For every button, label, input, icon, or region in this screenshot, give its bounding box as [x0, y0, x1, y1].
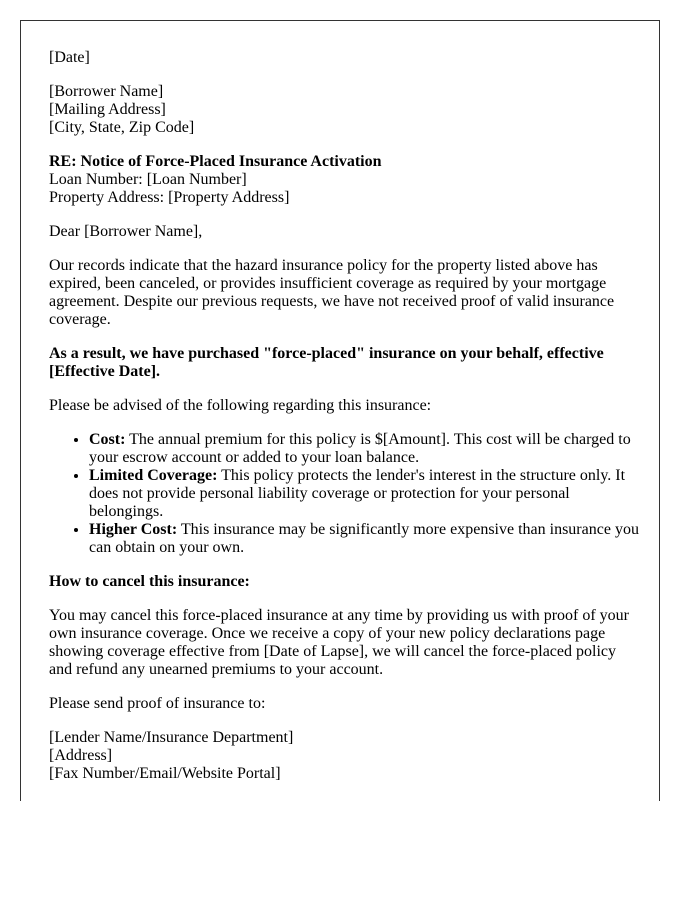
bullet-text: This policy protects the lender's interest in the structure only. It does not provide personal liability coverage or protection for your personal belongings. — [89, 467, 626, 520]
lender-address: [Address] — [49, 747, 113, 764]
advisory-intro: Please be advised of the following regarding this insurance: — [49, 397, 432, 414]
cancel-paragraph: You may cancel this force-placed insurance at any time by providing us with proof of your own insurance coverage. Once we receive a copy of your new policy declarations page showing coverage effective from [Date of Lapse], we will cancel the force-placed policy and refund any unearned premiums to your account. — [49, 607, 629, 678]
recipient-city-state-zip: [City, State, Zip Code] — [49, 119, 195, 136]
re-line: RE: Notice of Force-Placed Insurance Activation — [49, 153, 382, 170]
lender-contact-block — [49, 729, 639, 783]
lender-contact: [Fax Number/Email/Website Portal] — [49, 765, 281, 782]
recipient-mailing-address: [Mailing Address] — [49, 101, 166, 118]
list-item-higher-cost — [89, 521, 639, 557]
bullet-text: The annual premium for this policy is $[Amount]. This cost will be charged to your escrow account or added to your loan balance. — [89, 431, 631, 466]
bullet-label: Cost: — [89, 431, 126, 448]
cancel-heading — [49, 573, 639, 591]
send-proof-intro: Please send proof of insurance to: — [49, 695, 266, 712]
salutation: Dear [Borrower Name], — [49, 223, 203, 240]
letter-date: [Date] — [49, 49, 90, 66]
notice-text: As a result, we have purchased "force-placed" insurance on your behalf, effective [Effective Date]. — [49, 345, 604, 380]
bullet-label: Limited Coverage: — [89, 467, 218, 484]
cancel-heading-text: How to cancel this insurance: — [49, 573, 250, 590]
recipient-block — [49, 83, 639, 137]
loan-number: Loan Number: [Loan Number] — [49, 171, 247, 188]
lender-name: [Lender Name/Insurance Department] — [49, 729, 294, 746]
list-item-limited-coverage — [89, 467, 639, 521]
terms-list — [49, 431, 639, 557]
subject-block — [49, 153, 639, 207]
property-address: Property Address: [Property Address] — [49, 189, 290, 206]
bullet-text: This insurance may be significantly more expensive than insurance you can obtain on your own. — [89, 521, 639, 556]
intro-paragraph: Our records indicate that the hazard insurance policy for the property listed above has expired, been canceled, or provides insufficient coverage as required by your mortgage agreement. Despite our previous requests, we have not received proof of valid insurance coverage. — [49, 257, 615, 328]
notice-paragraph — [49, 345, 639, 381]
recipient-name: [Borrower Name] — [49, 83, 164, 100]
letter-content — [49, 49, 639, 799]
list-item-cost — [89, 431, 639, 467]
letter-page — [20, 20, 660, 801]
bullet-label: Higher Cost: — [89, 521, 178, 538]
